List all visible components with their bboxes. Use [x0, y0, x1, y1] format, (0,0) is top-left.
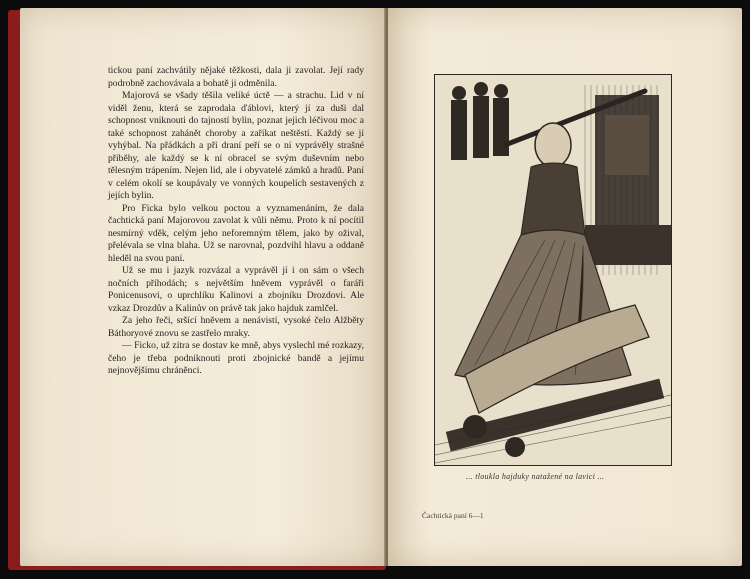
paragraph-6: — Ficko, už zítra se dostav ke mně, abys vyslechl mé rozkazy, čeho je třeba podniknouti proti zbojnické bandě a jejímu nejnovějšímu chráněnci. — [108, 340, 364, 376]
page-footer: Čachtická paní 6—1 — [422, 511, 484, 520]
illustration-caption: ... tloukla hajduky natažené na lavici ... — [466, 472, 605, 481]
left-page-text — [108, 65, 364, 378]
paragraph-5: Za jeho řeči, sršící hněvem a nenávistí, vysoké čelo Alžběty Báthoryové znovu se zastřelo mraky. — [108, 315, 364, 339]
left-page — [20, 8, 384, 566]
paragraph-3: Pro Ficka bylo velkou poctou a vyznamenáním, že dala čachtická paní Majorovou zavolat k vůli němu. Proto k ní pocítil nesmírný vděk, celým jeho neforemným tělem, jako by ožival, přelévala se vlna blaha. Už se narovnal, pozdvihl hlavu a oddaně hleděl na svou paní. — [108, 202, 364, 264]
open-book — [8, 6, 742, 572]
right-page — [388, 8, 742, 566]
paragraph-2: Majorová se všady těšila veliké úctě — a strachu. Lid v ní viděl ženu, která se zaprodala ďáblovi, který jí za duši dal schopnost vniknouti do tajností bylin, poznat jejich léčivou moc a také schopnost zahánět choroby a zaříkat neštěstí. Každý se jí vyhýbal. Na přádkách a při draní peří se o ní vyprávěly strašné příběhy, ale každý se k ní obracel se svým duševním nebo tělesným trápením. Nejen lid, ale i obyvatelé zámků a hradů. Paní v celém okolí se koupávaly ve vonných koupelích sestavených z jejích bylin. — [108, 90, 364, 201]
paragraph-1: tickou paní zachvátily nějaké těžkosti, dala ji zavolat. Její rady podrobně zachovávala a bohatě ji odměnila. — [108, 65, 364, 89]
illustration — [434, 74, 672, 466]
illustration-drawing — [435, 75, 671, 465]
paragraph-4: Už se mu i jazyk rozvázal a vyprávěl jí i on sám o všech nočních příhodách; s největším hněvem vyprávěl o faráři Ponicenusovi, o uprchlíku Kalinovi a zbojníku Drozdovi. Ale vzkaz Drozdův a Kalinův on právě tak jako hajduk zamlčel. — [108, 265, 364, 314]
